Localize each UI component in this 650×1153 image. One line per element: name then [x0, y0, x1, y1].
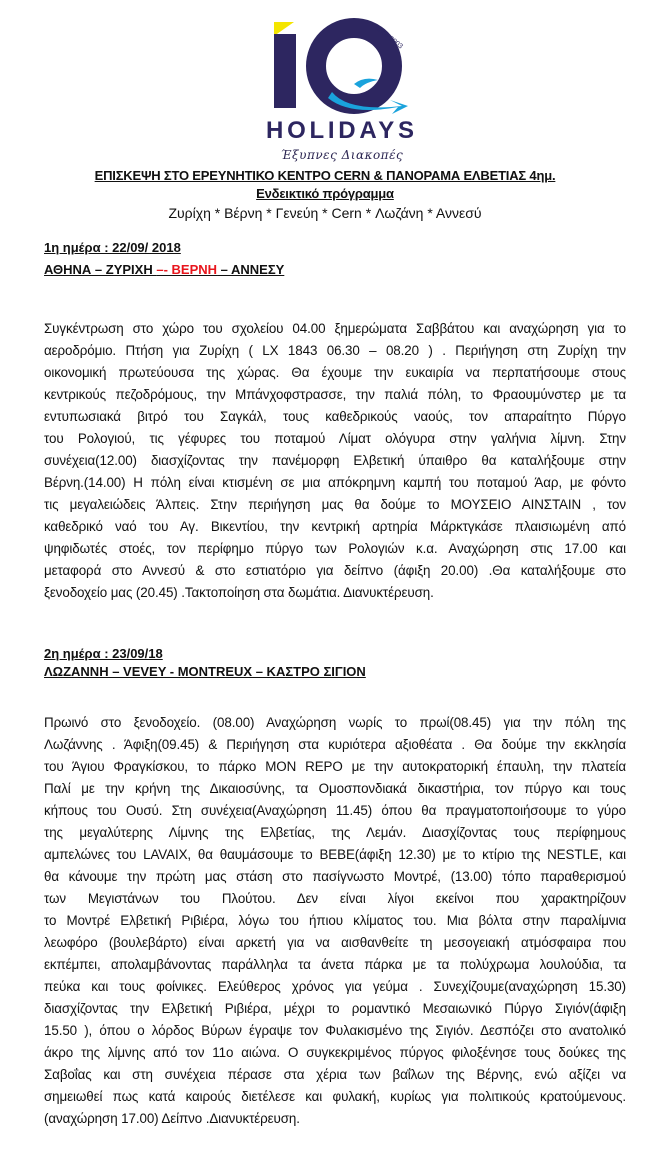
paragraph-line: της μεγαλύτερης Λίμνης της Ελβετίας, της Λεμάν. Διασχίζοντας τους περίφημους: [44, 825, 626, 840]
logo-letter-i: [274, 34, 296, 108]
company-logo: [262, 6, 422, 166]
paragraph-line: ξενοδοχείο μας (20.45) .Τακτοποίηση στα δωμάτια. Διανυκτέρευση.: [44, 585, 434, 600]
paragraph-line: εκπέμπει, απολαμβάνοντας παράλληλα τα άνετα πάρκα με τα πολύχρωμα λουλούδια, τα: [44, 957, 626, 972]
paragraph-line: πεύκα και τους φοίνικες. Ελεύθερος χρόνος για γεύμα . Συνεχίζουμε(αναχώρηση 15.30): [44, 979, 626, 994]
paragraph-line: του Άγιου Φραγκίσκου, το πάρκο MON REPO με την αυτοκρατορική έπαυλη, την πλατεία: [44, 759, 626, 774]
paragraph-line: οικονομική πρωτεύουσα της χώρας. Θα έχουμε την ευκαιρία να περπατήσουμε στους: [44, 365, 626, 380]
day-1-description: [44, 318, 626, 604]
paragraph-line: αεροδρόμιο. Πτήση για Ζυρίχη ( LX 1843 06.30 – 08.20 ) . Περιήγηση στη Ζυρίχη την: [44, 343, 626, 358]
paragraph-line: το Μοντρέ Ελβετική Ριβιέρα, λόγω του ήπιου κλίματος του. Μια βόλτα στην παραλίμνια: [44, 913, 626, 928]
paragraph-line: των Μεγιστάνων του Πλούτου. Δεν είναι λίγοι εκείνοι που χαρακτηρίζουν: [44, 891, 626, 906]
tour-route-summary: Ζυρίχη * Βέρνη * Γενεύη * Cern * Λωζάνη * Αννεσύ: [168, 205, 482, 221]
paragraph-line: αμπελώνες του LAVAIX, θα θαυμάσουμε το BEBE(άφιξη 12.30) με το κτίριο της NESTLE, και: [44, 847, 626, 862]
paragraph-line: Πρωινό στο ξενοδοχείο. (08.00) Αναχώρηση νωρίς το πρωί(08.45) για την πόλη της: [44, 715, 626, 730]
logo-brand-name: HOLIDAYS: [266, 117, 414, 144]
paragraph-line: κεντρικούς πεζοδρόμους, την Μπάνχοφστρασσε, την παλιά πόλη, το Φραουμύνστερ με τα: [44, 387, 626, 402]
document-title: ΕΠΙΣΚΕΨΗ ΣΤΟ ΕΡΕΥΝΗΤΙΚΟ ΚΕΝΤΡΟ CERN & ΠΑΝΟΡΑΜΑ ΕΛΒΕΤΙΑΣ 4ημ.: [94, 168, 556, 183]
paragraph-line: (αναχώρηση 17.00) Δείπνο .Διανυκτέρευση.: [44, 1111, 300, 1126]
paragraph-line: συνέχεια(12.00) διασχίζοντας την πανέμορφη Ελβετική ύπαιθρο θα καταλήξουμε στην: [44, 453, 626, 468]
paragraph-line: σημειωθεί πως κατά καιρούς διετέλεσε και φυλακή, κυρίως για πολιτικούς κρατούμενους.: [44, 1089, 626, 1104]
day-1-date: 1η ημέρα : 22/09/ 2018: [44, 240, 181, 255]
day-2-route: ΛΩΖΑΝΝΗ – VEVEY - MONTREUX – ΚΑΣΤΡΟ ΣΙΓΙΟΝ: [44, 664, 366, 679]
paragraph-line: λεωφόρο (βουλεβάρτο) είναι αρκετή για να αισθανθείτε τη μεσογειακή ατμόσφαιρα που: [44, 935, 626, 950]
paragraph-line: θα κάνουμε την πρώτη μας στάση στο πασίγνωστο Μοντρέ, (13.00) τόπο παραθερισμού: [44, 869, 626, 884]
paragraph-line: ψηφιδωτές στοές, τον περίφημο πύργο των Ρολογιών κ.α. Αναχώρηση στις 17.00 και: [44, 541, 626, 556]
paragraph-line: εντυπωσιακά βιτρό του Σαγκάλ, τους καθεδρικούς ναούς, τον απαραίτητο Πύργο: [44, 409, 626, 424]
paragraph-line: Παλί με την κρήνη της Δικαιοσύνης, τα Ομοσπονδιακά δικαστήρια, τον πύργο και τους: [44, 781, 626, 796]
paragraph-line: διασχίζοντας την Ελβετική Ριβιέρα, μέχρι το ρομαντικό Μεσαιωνικό Πύργο Σιγιόν(άφιξη: [44, 1001, 626, 1016]
paragraph-line: μεταφορά στο Αννεσύ & στο εστιατόριο για δείπνο (άφιξη 20.00) .Θα καταλήξουμε στο: [44, 563, 626, 578]
day-2-description: [44, 712, 626, 1130]
document-subtitle: Ενδεικτικό πρόγραμμα: [256, 186, 394, 201]
paragraph-line: Συγκέντρωση στο χώρο του σχολείου 04.00 ξημερώματα Σαββάτου και αναχώρηση για το: [44, 321, 626, 336]
paragraph-line: του Ρολογιού, τις γέφυρες του ποταμού Λίματ ολόγυρα στην γαλήνια λίμνη. Στην: [44, 431, 626, 446]
paragraph-line: άκρο της λίμνης από τον 11ο αιώνα. Ο συγκεκριμένος πύργος φιλοξένησε τους δούκες της: [44, 1045, 626, 1060]
iq-holidays-logo-graphic: [262, 6, 422, 166]
paragraph-line: Βέρνη.(14.00) Η πόλη είναι κτισμένη σε μια απόκρημνη καμπή του ποταμού Άαρ, με φόντο: [44, 475, 626, 490]
paragraph-line: καθεδρικό ναό του Αγ. Βικεντίου, την κεντρική αρτηρία Μάρκτγκάσε πλαισιωμένη από: [44, 519, 626, 534]
paragraph-line: 15.50 ), όπου ο λόρδος Βύρων έγραψε τον Φυλακισμένο της Σιγιόν. Δεσπόζει στο ανατολικό: [44, 1023, 626, 1038]
day-1-route-end: – ΑΝΝΕΣΥ: [217, 262, 285, 277]
day-1-route: [44, 262, 284, 277]
paragraph-line: Σαβοΐας και στη συνέχεια πέρασε στα χέρια των βαΐλων της Βέρνης, ενώ αξίζει να: [44, 1067, 626, 1082]
day-2-date: 2η ημέρα : 23/09/18: [44, 646, 163, 661]
logo-yellow-accent: [274, 22, 294, 36]
paragraph-line: τις μεγαλειώδεις Άλπεις. Στην περιήγηση μας θα δούμε το ΜΟΥΣΕΙΟ ΑΙΝΣΤΑΙΝ , τον: [44, 497, 626, 512]
paragraph-line: κήπους του Ουσύ. Στη συνέχεια(Αναχώρηση 11.45) όπου θα πραγματοποιήσουμε το γύρο: [44, 803, 626, 818]
paragraph-line: Λωζάννης . Άφιξη(09.45) & Περιήγηση στα κυριότερα αξιοθέατα . Θα δούμε την εκκλησία: [44, 737, 626, 752]
logo-letter-q: [316, 28, 392, 104]
logo-tagline: Έξυπνες Διακοπές: [280, 148, 404, 162]
logo-since-text: since 2003: [372, 24, 404, 51]
day-1-route-highlight: –- ΒΕΡΝΗ: [156, 262, 218, 277]
day-1-route-start: ΑΘΗΝΑ – ΖΥΡΙΧΗ: [44, 262, 157, 277]
